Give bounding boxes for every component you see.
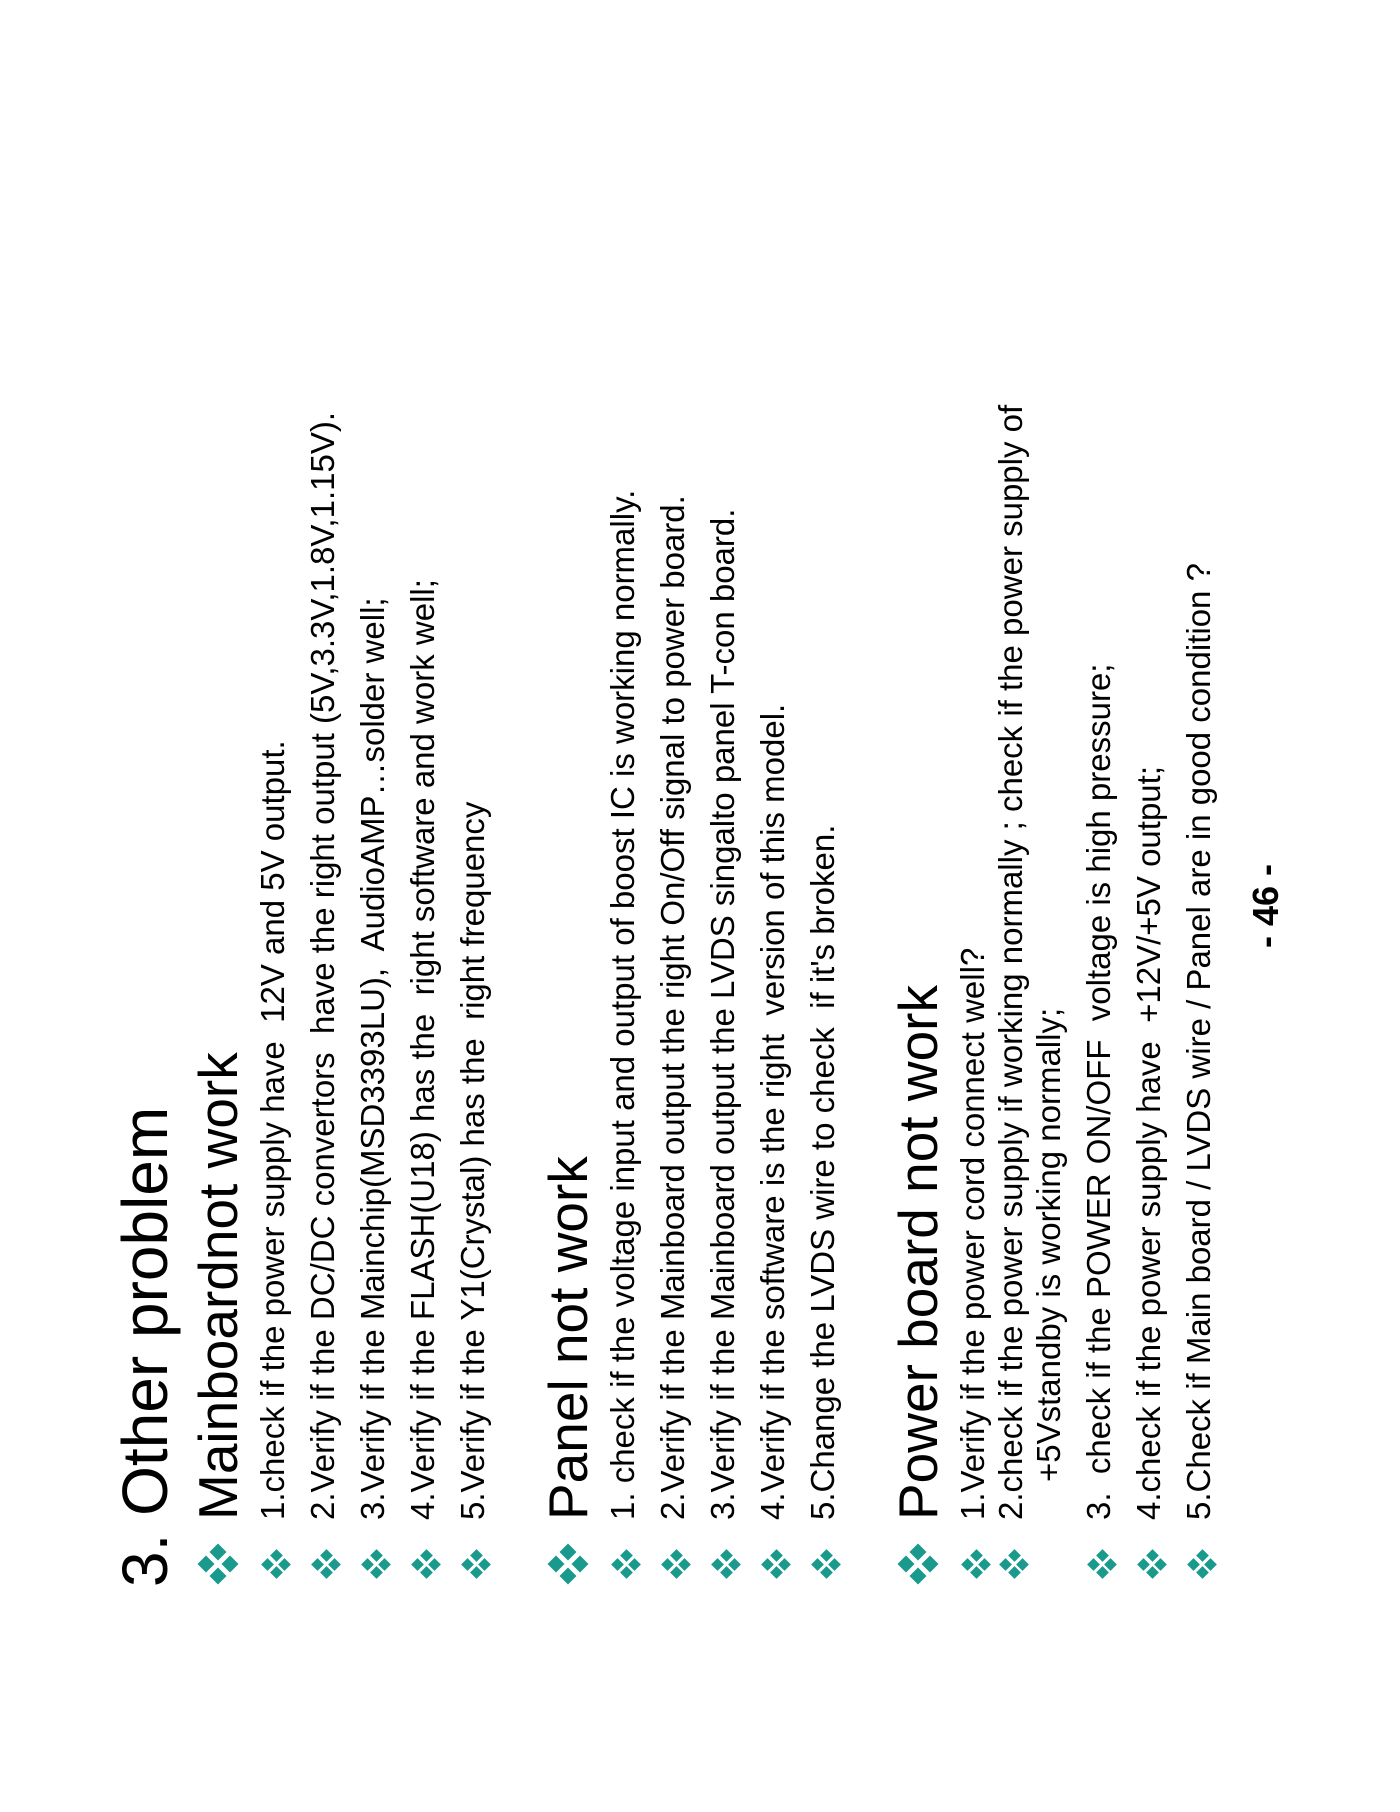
section-heading-row <box>182 137 254 1587</box>
bullet-icon <box>954 1542 989 1587</box>
list-item-text: 1.Verify if the power cord connect well? <box>954 947 991 1520</box>
section-mainboard <box>182 137 504 1587</box>
list-item-body <box>992 405 1068 1520</box>
bullet-icon <box>804 1542 839 1587</box>
list-item <box>1130 137 1180 1587</box>
list-item <box>454 137 504 1587</box>
list-item-text: 1. check if the voltage input and output of boost IC is working normally. <box>604 489 641 1520</box>
bullet-icon <box>604 1542 639 1587</box>
section-power-board <box>882 137 1230 1587</box>
bullet-icon <box>992 1542 1027 1587</box>
section-heading: Power board not work <box>887 985 949 1520</box>
list-item-text: 3. check if the POWER ON/OFF voltage is high pressure; <box>1080 663 1117 1520</box>
bullet-icon <box>704 1542 739 1587</box>
section-heading-row <box>532 137 604 1587</box>
list-item <box>704 137 754 1587</box>
list-item-text: 5.Verify if the Y1(Crystal) has the right frequency <box>454 801 491 1520</box>
list-item-text: 5.Check if Main board / LVDS wire / Panel are in good condition ? <box>1180 563 1217 1520</box>
list-item-text: 5.Change the LVDS wire to check if it's broken. <box>804 824 841 1520</box>
section-panel <box>532 137 854 1587</box>
list-item <box>354 137 404 1587</box>
list-item-text: 3.Verify if the Mainchip(MSD3393LU), AudioAMP…solder well; <box>354 597 391 1520</box>
list-item-text: 4.check if the power supply have +12V/+5V output; <box>1130 766 1167 1520</box>
bullet-icon <box>1130 1542 1165 1587</box>
list-item <box>654 137 704 1587</box>
list-item <box>992 137 1068 1587</box>
bullet-icon <box>654 1542 689 1587</box>
list-item-text: 2.check if the power supply if working normally ; check if the power supply of <box>992 404 1029 1520</box>
page-title: 3. Other problem <box>109 1106 181 1587</box>
slide <box>110 137 1380 1587</box>
list-item-text: 4.Verify if the FLASH(U18) has the right software and work well; <box>404 579 441 1520</box>
list-item <box>1180 137 1230 1587</box>
bullet-icon <box>354 1542 389 1587</box>
list-item <box>404 137 454 1587</box>
section-heading: Mainboardnot work <box>187 1052 249 1520</box>
bullet-icon <box>254 1542 289 1587</box>
bullet-icon <box>754 1542 789 1587</box>
list-item <box>754 137 804 1587</box>
bullet-icon <box>454 1542 489 1587</box>
bullet-icon <box>304 1542 339 1587</box>
list-item-text: 3.Verify if the Mainboard output the LVDS singalto panel T-con board. <box>704 508 741 1520</box>
list-item-text: 1.check if the power supply have 12V and 5V output. <box>254 740 291 1520</box>
section-bullet-icon <box>550 1542 586 1587</box>
section-bullet-icon <box>200 1542 236 1587</box>
bullet-icon <box>1180 1542 1215 1587</box>
list-item <box>254 137 304 1587</box>
list-item <box>1080 137 1130 1587</box>
section-heading-row <box>882 137 954 1587</box>
list-item-continuation: +5Vstandby is working normally; <box>1030 1007 1067 1482</box>
list-item <box>604 137 654 1587</box>
section-bullet-icon <box>900 1542 936 1587</box>
list-item <box>954 137 992 1587</box>
bullet-icon <box>1080 1542 1115 1587</box>
section-heading: Panel not work <box>537 1156 599 1520</box>
list-item <box>804 137 854 1587</box>
bullet-icon <box>404 1542 439 1587</box>
list-item-text: 2.Verify if the DC/DC convertors have the right output (5V,3.3V,1.8V,1.15V). <box>304 412 341 1520</box>
list-item <box>304 137 354 1587</box>
page-number: - 46 - <box>1245 863 1286 949</box>
list-item-text: 2.Verify if the Mainboard output the right On/Off signal to power board. <box>654 495 691 1520</box>
list-item-text: 4.Verify if the software is the right version of this model. <box>754 703 791 1520</box>
